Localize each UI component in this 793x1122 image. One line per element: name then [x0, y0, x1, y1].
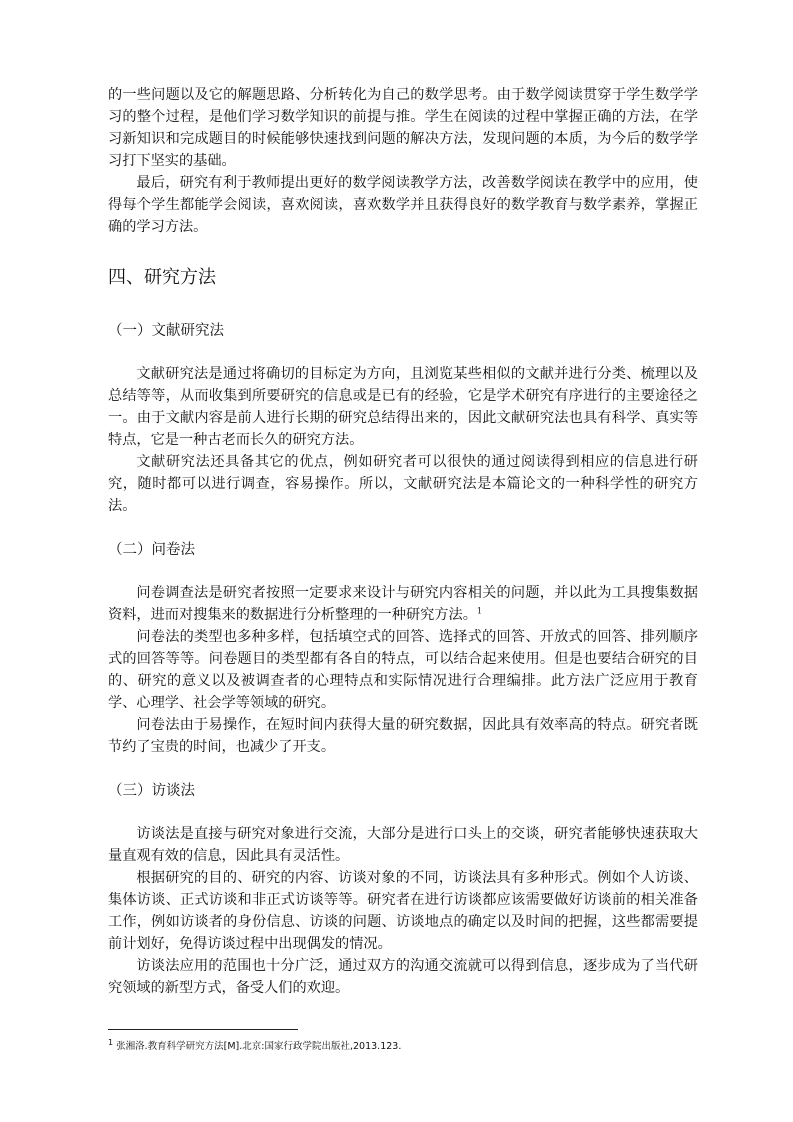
paragraph: 最后，研究有利于教师提出更好的数学阅读教学方法，改善数学阅读在教学中的应用，使得每个学生都能学会阅读，喜欢阅读，喜欢数学并且获得良好的数学教育与数学素养，掌握正确的学习方法。 [108, 175, 698, 235]
document-body [108, 84, 698, 999]
footnote-divider [108, 1029, 298, 1030]
paragraph: 问卷法的类型也多种多样，包括填空式的回答、选择式的回答、开放式的回答、排列顺序式的回答等等。问卷题目的类型都有各自的特点，可以结合起来使用。但是也要结合研究的目的、研究的意义以及被调查者的心理特点和实际情况进行合理编排。此方法广泛应用于教育学、心理学、社会学等领域的研究。 [108, 629, 698, 711]
footnote-mark: 1 [108, 1037, 114, 1047]
paragraph: 问卷法由于易操作，在短时间内获得大量的研究数据，因此具有效率高的特点。研究者既节约了宝贵的时间，也减少了开支。 [108, 717, 698, 755]
paragraph-text: 问卷调查法是研究者按照一定要求来设计与研究内容相关的问题，并以此为工具搜集数据资料，进而对搜集来的数据进行分析整理的一种研究方法。 [108, 585, 698, 623]
paragraph: 文献研究法还具备其它的优点，例如研究者可以很快的通过阅读得到相应的信息进行研究，随时都可以进行调查，容易操作。所以，文献研究法是本篇论文的一种科学性的研究方法。 [108, 454, 698, 514]
footnote [108, 1037, 698, 1054]
paragraph: 访谈法是直接与研究对象进行交流，大部分是进行口头上的交谈，研究者能够快速获取大量直观有效的信息，因此具有灵活性。 [108, 826, 698, 864]
footnote-reference[interactable]: 1 [476, 606, 482, 616]
section-heading: 四、研究方法 [108, 267, 216, 288]
paragraph [108, 582, 698, 626]
subsection-heading: （二）问卷法 [108, 542, 195, 558]
paragraph: 访谈法应用的范围也十分广泛，通过双方的沟通交流就可以得到信息，逐步成为了当代研究领域的新型方式，备受人们的欢迎。 [108, 958, 698, 996]
footnote-text: 张湘洛.教育科学研究方法[M].北京:国家行政学院出版社,2013.123. [116, 1041, 402, 1052]
paragraph: 文献研究法是通过将确切的目标定为方向，且浏览某些相似的文献并进行分类、梳理以及总结等等，从而收集到所要研究的信息或是已有的经验，它是学术研究有序进行的主要途径之一。由于文献内容是前人进行长期的研究总结得出来的，因此文献研究法也具有科学、真实等特点，它是一种古老而长久的研究方法。 [108, 366, 698, 448]
paragraph: 的一些问题以及它的解题思路、分析转化为自己的数学思考。由于数学阅读贯穿于学生数学学习的整个过程，是他们学习数学知识的前提与推。学生在阅读的过程中掌握正确的方法，在学习新知识和完成题目的时候能够快速找到问题的解决方法，发现问题的本质，为今后的数学学习打下坚实的基础。 [108, 87, 698, 169]
subsection-heading: （三）访谈法 [108, 783, 195, 799]
paragraph: 根据研究的目的、研究的内容、访谈对象的不同，访谈法具有多种形式。例如个人访谈、集体访谈、正式访谈和非正式访谈等等。研究者在进行访谈都应该需要做好访谈前的相关准备工作，例如访谈者的身份信息、访谈的问题、访谈地点的确定以及时间的把握，这些都需要提前计划好，免得访谈过程中出现偶发的情况。 [108, 870, 698, 952]
subsection-heading: （一）文献研究法 [108, 323, 224, 339]
